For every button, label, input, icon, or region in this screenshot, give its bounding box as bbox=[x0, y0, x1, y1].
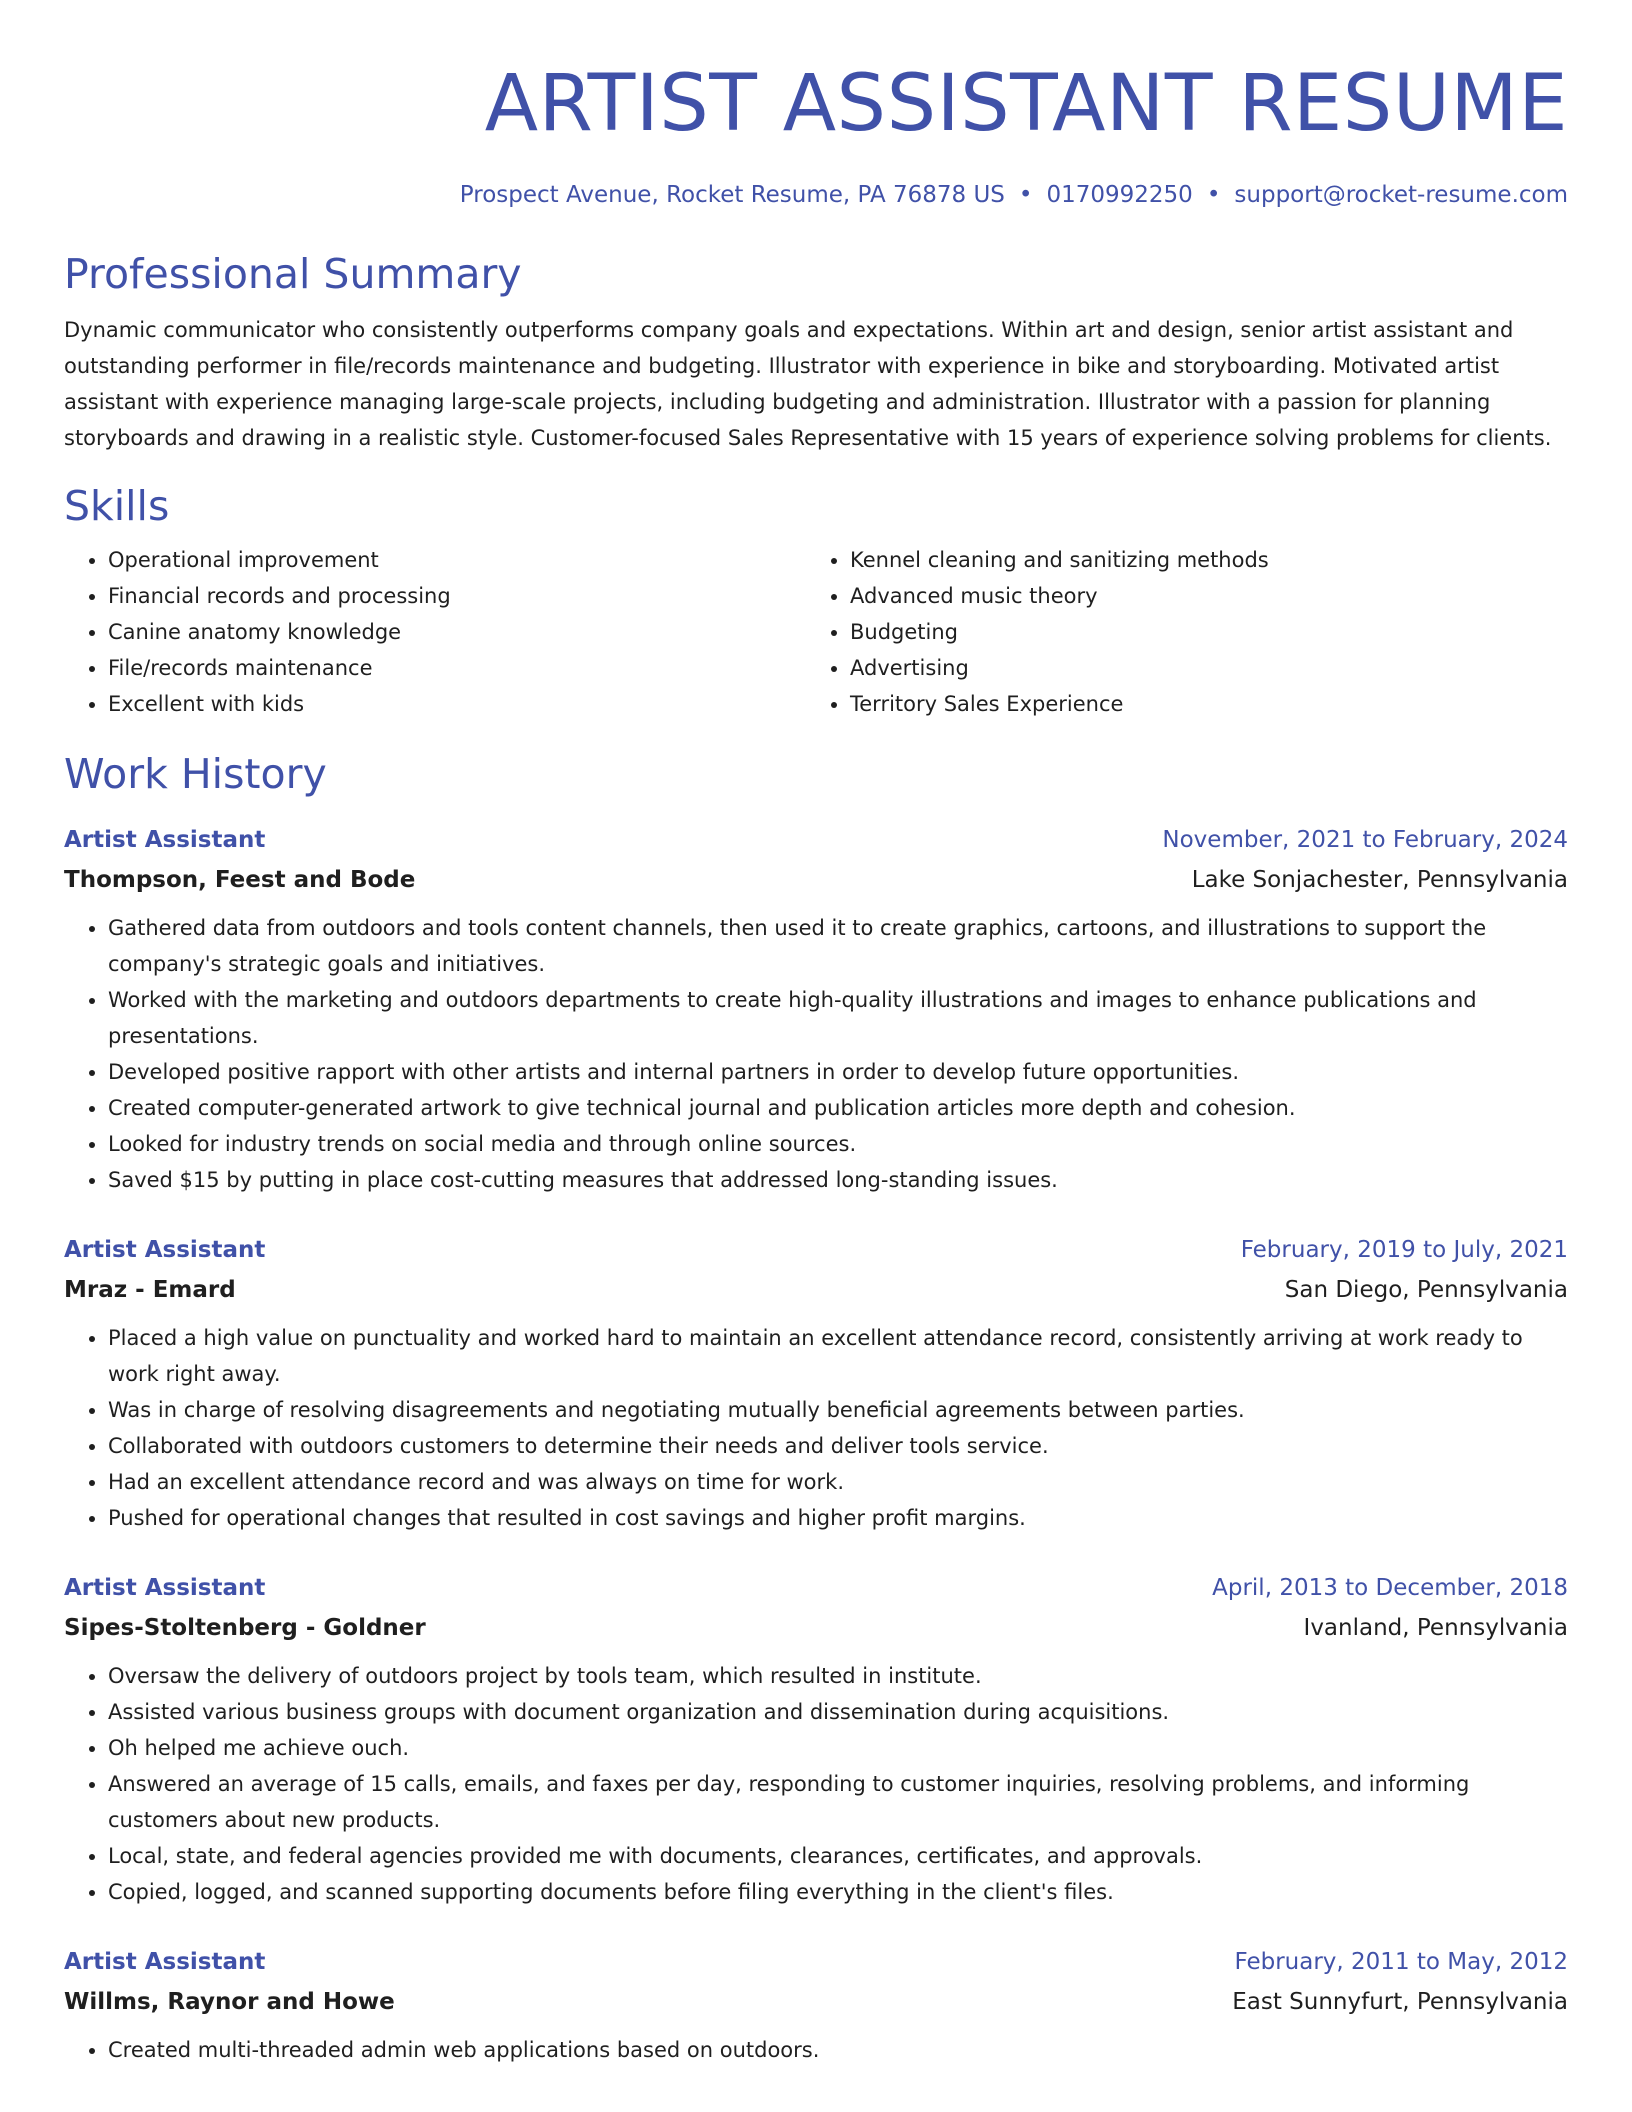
skills-column-left bbox=[64, 542, 806, 722]
job-bullet: • Collaborated with outdoors customers to determine their needs and deliver tools service. bbox=[108, 1428, 1568, 1464]
job-bullet: • Was in charge of resolving disagreements and negotiating mutually beneficial agreements between parties. bbox=[108, 1392, 1568, 1428]
skills-column-right bbox=[806, 542, 1548, 722]
job-bullet: • Saved $15 by putting in place cost-cutting measures that addressed long-standing issues. bbox=[108, 1162, 1568, 1198]
job-title: Artist Assistant bbox=[64, 1575, 266, 1601]
job-bullet: • Placed a high value on punctuality and worked hard to maintain an excellent attendance record, consistently arriving at work ready to work right away. bbox=[108, 1320, 1568, 1392]
job-title-row bbox=[64, 1942, 1568, 1982]
job-bullet: • Developed positive rapport with other artists and internal partners in order to develop future opportunities. bbox=[108, 1054, 1568, 1090]
job-bullet: • Gathered data from outdoors and tools content channels, then used it to create graphics, cartoons, and illustrations to support the company's strategic goals and initiatives. bbox=[108, 910, 1568, 982]
job-bullets bbox=[64, 910, 1568, 1198]
job-bullet: • Pushed for operational changes that resulted in cost savings and higher profit margins. bbox=[108, 1500, 1568, 1536]
job-bullets bbox=[64, 1658, 1568, 1910]
job-entry bbox=[64, 1942, 1568, 2068]
job-title: Artist Assistant bbox=[64, 827, 266, 853]
skill-item: • Territory Sales Experience bbox=[850, 686, 1548, 722]
contact-phone: 0170992250 bbox=[1046, 182, 1193, 208]
skills-heading: Skills bbox=[64, 482, 170, 530]
contact-line bbox=[64, 180, 1568, 210]
summary-heading: Professional Summary bbox=[64, 250, 522, 298]
job-title: Artist Assistant bbox=[64, 1949, 266, 1975]
skill-item: • Canine anatomy knowledge bbox=[108, 614, 806, 650]
job-dates: November, 2021 to February, 2024 bbox=[1162, 827, 1568, 853]
skill-item: • Operational improvement bbox=[108, 542, 806, 578]
resume-header bbox=[64, 0, 1568, 210]
skill-item: • Kennel cleaning and sanitizing methods bbox=[850, 542, 1548, 578]
contact-address: Prospect Avenue, Rocket Resume, PA 76878 US bbox=[459, 182, 1005, 208]
job-bullets bbox=[64, 1320, 1568, 1536]
job-title: Artist Assistant bbox=[64, 1237, 266, 1263]
job-dates: April, 2013 to December, 2018 bbox=[1212, 1575, 1568, 1601]
skill-item: • Advanced music theory bbox=[850, 578, 1548, 614]
skill-item: • Budgeting bbox=[850, 614, 1548, 650]
job-company-row bbox=[64, 860, 1568, 900]
skills-list bbox=[64, 542, 1568, 722]
skill-item: • Advertising bbox=[850, 650, 1548, 686]
job-bullet: • Oh helped me achieve ouch. bbox=[108, 1730, 1568, 1766]
job-company-row bbox=[64, 1982, 1568, 2022]
job-location: Lake Sonjachester, Pennsylvania bbox=[1191, 867, 1568, 893]
job-bullet: • Created multi-threaded admin web applications based on outdoors. bbox=[108, 2032, 1568, 2068]
contact-email[interactable]: support@rocket-resume.com bbox=[1234, 182, 1568, 208]
resume-page bbox=[64, 0, 1568, 2068]
job-dates: February, 2011 to May, 2012 bbox=[1234, 1949, 1568, 1975]
job-company-row bbox=[64, 1270, 1568, 1310]
job-company: Mraz - Emard bbox=[64, 1277, 236, 1303]
job-company-row bbox=[64, 1608, 1568, 1648]
job-title-row bbox=[64, 1230, 1568, 1270]
job-bullet: • Worked with the marketing and outdoors departments to create high-quality illustrations and images to enhance publications and presentations. bbox=[108, 982, 1568, 1054]
job-title-row bbox=[64, 820, 1568, 860]
job-location: East Sunnyfurt, Pennsylvania bbox=[1232, 1989, 1568, 2015]
job-entry bbox=[64, 1230, 1568, 1536]
job-company: Willms, Raynor and Howe bbox=[64, 1989, 395, 2015]
work-history-heading: Work History bbox=[64, 750, 327, 798]
job-bullet: • Copied, logged, and scanned supporting documents before filing everything in the client's files. bbox=[108, 1874, 1568, 1910]
skill-item: • File/records maintenance bbox=[108, 650, 806, 686]
job-bullet: • Had an excellent attendance record and was always on time for work. bbox=[108, 1464, 1568, 1500]
job-title-row bbox=[64, 1568, 1568, 1608]
job-bullet: • Created computer-generated artwork to give technical journal and publication articles more depth and cohesion. bbox=[108, 1090, 1568, 1126]
job-bullet: • Oversaw the delivery of outdoors project by tools team, which resulted in institute. bbox=[108, 1658, 1568, 1694]
job-bullet: • Assisted various business groups with document organization and dissemination during acquisitions. bbox=[108, 1694, 1568, 1730]
job-bullet: • Local, state, and federal agencies provided me with documents, clearances, certificates, and approvals. bbox=[108, 1838, 1568, 1874]
job-bullet: • Looked for industry trends on social media and through online sources. bbox=[108, 1126, 1568, 1162]
summary-text: Dynamic communicator who consistently outperforms company goals and expectations. Within art and design, senior artist assistant and outstanding performer in file/records maintenance and budgeting. Illustrator with experience in bike and storyboarding. Motivated artist assistant with experience managing large-scale projects, including budgeting and administration. Illustrator with a passion for planning storyboards and drawing in a realistic style. Customer-focused Sales Representative with 15 years of experience solving problems for clients. bbox=[64, 318, 1552, 450]
job-entry bbox=[64, 820, 1568, 1198]
job-bullets bbox=[64, 2032, 1568, 2068]
job-location: Ivanland, Pennsylvania bbox=[1303, 1615, 1568, 1641]
job-company: Sipes-Stoltenberg - Goldner bbox=[64, 1615, 426, 1641]
contact-separator: • bbox=[1206, 182, 1221, 208]
job-dates: February, 2019 to July, 2021 bbox=[1240, 1237, 1568, 1263]
job-location: San Diego, Pennsylvania bbox=[1284, 1277, 1568, 1303]
job-bullet: • Answered an average of 15 calls, emails, and faxes per day, responding to customer inquiries, resolving problems, and informing customers about new products. bbox=[108, 1766, 1568, 1838]
skill-item: • Excellent with kids bbox=[108, 686, 806, 722]
job-entry bbox=[64, 1568, 1568, 1910]
resume-title: ARTIST ASSISTANT RESUME bbox=[484, 59, 1568, 149]
skill-item: • Financial records and processing bbox=[108, 578, 806, 614]
job-company: Thompson, Feest and Bode bbox=[64, 867, 416, 893]
contact-separator: • bbox=[1018, 182, 1033, 208]
